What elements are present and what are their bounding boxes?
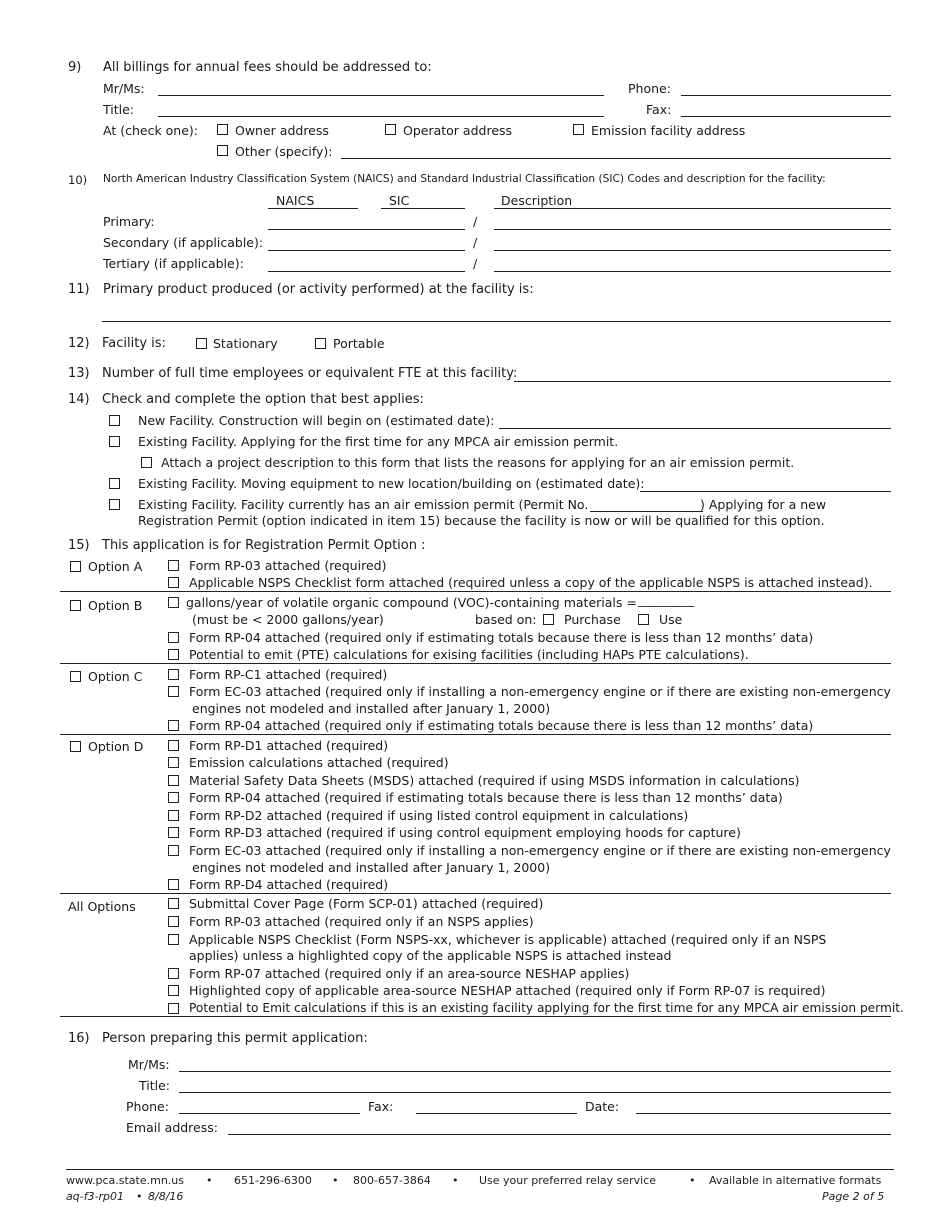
existing-permit-label-cont: ) Applying for a new — [700, 497, 827, 512]
all-neshap-checkbox[interactable] — [168, 985, 179, 996]
owner-address-label: Owner address — [235, 123, 329, 138]
section-11-number: 11) — [68, 282, 90, 297]
existing-permit-checkbox[interactable] — [109, 499, 120, 510]
operator-address-label: Operator address — [403, 123, 513, 138]
section-14-number: 14) — [68, 392, 90, 407]
option-d-ec03-label: Form EC-03 attached (required only if installing a non-emergency engine or if there are existing non-emergency — [189, 843, 891, 858]
option-d-ec03-label-line2: engines not modeled and installed after January 1, 2000) — [192, 860, 551, 875]
section-10-heading: North American Industry Classification System (NAICS) and Standard Industrial Classification (SIC) Codes and description for the facility: — [103, 173, 826, 185]
use-checkbox[interactable] — [638, 614, 649, 625]
option-b-checkbox[interactable] — [70, 600, 81, 611]
preparer-phone-field[interactable] — [179, 1113, 360, 1114]
option-d-rpd4-checkbox[interactable] — [168, 879, 179, 890]
footer-date: 8/8/16 — [148, 1190, 184, 1203]
preparer-title-field[interactable] — [179, 1092, 891, 1093]
stationary-label: Stationary — [213, 336, 278, 351]
portable-checkbox[interactable] — [315, 338, 326, 349]
other-address-checkbox[interactable] — [217, 145, 228, 156]
other-address-field[interactable] — [341, 158, 891, 159]
option-d-rpd1-checkbox[interactable] — [168, 740, 179, 751]
footer-page-number: Page 2 of 5 — [822, 1190, 885, 1203]
project-description-label: Attach a project description to this form that lists the reasons for applying for an air emission permit. — [161, 455, 795, 470]
section-11-heading: Primary product produced (or activity performed) at the facility is: — [103, 282, 534, 297]
stationary-checkbox[interactable] — [196, 338, 207, 349]
footer-relay: Use your preferred relay service — [479, 1174, 657, 1187]
option-d-rpd2-checkbox[interactable] — [168, 810, 179, 821]
option-b-label: Option B — [88, 598, 143, 613]
sic-header-rule — [381, 208, 465, 209]
option-b-pte-label: Potential to emit (PTE) calculations for exising facilities (including HAPs PTE calculations). — [189, 647, 749, 662]
all-scp01-label: Submittal Cover Page (Form SCP-01) attached (required) — [189, 896, 544, 911]
sic-column-header: SIC — [389, 193, 410, 208]
secondary-slash: / — [473, 235, 478, 250]
all-options-label: All Options — [68, 899, 136, 914]
other-address-label: Other (specify): — [235, 144, 333, 159]
option-d-ec03-checkbox[interactable] — [168, 845, 179, 856]
option-a-nsps-label: Applicable NSPS Checklist form attached (required unless a copy of the applicable NSPS is attached instead). — [189, 575, 873, 590]
tertiary-code-label: Tertiary (if applicable): — [103, 256, 244, 271]
new-facility-label: New Facility. Construction will begin on (estimated date): — [138, 413, 495, 428]
new-facility-date-field[interactable] — [499, 428, 891, 429]
purchase-label: Purchase — [564, 612, 621, 627]
option-d-rp04-label: Form RP-04 attached (required if estimating totals because there is less than 12 months’ data) — [189, 790, 783, 805]
all-pte-label: Potential to Emit calculations if this is an existing facility applying for the first time for any MPCA air emission permit. — [189, 1001, 904, 1015]
section-9-heading: All billings for annual fees should be addressed to: — [103, 60, 432, 75]
option-b-voc-checkbox[interactable] — [168, 597, 179, 608]
secondary-code-field[interactable] — [268, 250, 465, 251]
footer-bullet: • — [332, 1174, 339, 1187]
portable-label: Portable — [333, 336, 385, 351]
facility-is-label: Facility is: — [102, 336, 166, 351]
option-b-based-on-label: based on: — [475, 612, 537, 627]
all-pte-checkbox[interactable] — [168, 1003, 179, 1014]
operator-address-checkbox[interactable] — [385, 124, 396, 135]
option-c-rp04-label: Form RP-04 attached (required only if estimating totals because there is less than 12 months’ data) — [189, 718, 814, 733]
option-b-divider — [60, 663, 891, 664]
primary-product-field[interactable] — [102, 321, 891, 322]
existing-permit-label-line2: Registration Permit (option indicated in item 15) because the facility is now or will be qualified for this option. — [138, 513, 825, 528]
option-c-ec03-checkbox[interactable] — [168, 686, 179, 697]
option-a-nsps-checkbox[interactable] — [168, 577, 179, 588]
existing-first-time-label: Existing Facility. Applying for the first time for any MPCA air emission permit. — [138, 434, 619, 449]
primary-code-field[interactable] — [268, 229, 465, 230]
tertiary-slash: / — [473, 256, 478, 271]
emission-facility-address-checkbox[interactable] — [573, 124, 584, 135]
option-a-label: Option A — [88, 559, 143, 574]
option-d-emission-calc-label: Emission calculations attached (required) — [189, 755, 449, 770]
preparer-name-field[interactable] — [179, 1071, 891, 1072]
use-label: Use — [659, 612, 683, 627]
all-rp03-checkbox[interactable] — [168, 916, 179, 927]
footer-phone-1: 651-296-6300 — [234, 1174, 312, 1187]
option-b-rp04-label: Form RP-04 attached (required only if estimating totals because there is less than 12 months’ data) — [189, 630, 814, 645]
section-16-heading: Person preparing this permit application: — [102, 1031, 368, 1046]
footer-bullet: • — [206, 1174, 213, 1187]
option-c-ec03-label-line2: engines not modeled and installed after January 1, 2000) — [192, 701, 551, 716]
billing-fax-label: Fax: — [646, 102, 672, 117]
billing-title-field[interactable] — [158, 116, 604, 117]
footer-bullet: • — [452, 1174, 459, 1187]
naics-column-header: NAICS — [276, 193, 315, 208]
moving-equipment-checkbox[interactable] — [109, 478, 120, 489]
primary-slash: / — [473, 214, 478, 229]
secondary-code-label: Secondary (if applicable): — [103, 235, 264, 250]
description-header-rule — [494, 208, 891, 209]
section-9-number: 9) — [68, 60, 82, 75]
employees-field[interactable] — [514, 381, 891, 382]
option-b-rp04-checkbox[interactable] — [168, 632, 179, 643]
section-16-number: 16) — [68, 1031, 90, 1046]
option-d-rpd2-label: Form RP-D2 attached (required if using listed control equipment in calculations) — [189, 808, 689, 823]
preparer-date-field[interactable] — [636, 1113, 891, 1114]
option-c-rpc1-checkbox[interactable] — [168, 669, 179, 680]
permit-number-field[interactable] — [590, 511, 703, 512]
all-rp07-label: Form RP-07 attached (required only if an area-source NESHAP applies) — [189, 966, 630, 981]
billing-fax-field[interactable] — [681, 116, 891, 117]
preparer-name-label: Mr/Ms: — [128, 1057, 170, 1072]
option-b-voc-value[interactable]: _________ — [638, 592, 695, 607]
tertiary-code-field[interactable] — [268, 271, 465, 272]
existing-permit-label: Existing Facility. Facility currently has an air emission permit (Permit No. — [138, 497, 589, 512]
option-d-msds-checkbox[interactable] — [168, 775, 179, 786]
option-b-limit-note: (must be < 2000 gallons/year) — [192, 612, 384, 627]
all-nsps-checkbox[interactable] — [168, 934, 179, 945]
billing-name-label: Mr/Ms: — [103, 81, 145, 96]
naics-header-rule — [268, 208, 358, 209]
section-10-number: 10) — [68, 173, 88, 187]
option-b-voc-label: gallons/year of volatile organic compound (VOC)-containing materials = — [186, 595, 637, 610]
billing-title-label: Title: — [103, 102, 134, 117]
option-d-checkbox[interactable] — [70, 741, 81, 752]
purchase-checkbox[interactable] — [543, 614, 554, 625]
secondary-description-field[interactable] — [494, 250, 891, 251]
all-rp07-checkbox[interactable] — [168, 968, 179, 979]
option-c-divider — [60, 734, 891, 735]
section-12-number: 12) — [68, 336, 90, 351]
employees-label: Number of full time employees or equivalent FTE at this facility: — [102, 366, 518, 381]
preparer-email-field[interactable] — [228, 1134, 891, 1135]
preparer-title-label: Title: — [139, 1078, 170, 1093]
description-column-header: Description — [501, 193, 573, 208]
section-15-heading: This application is for Registration Permit Option : — [102, 538, 426, 553]
moving-equipment-label: Existing Facility. Moving equipment to new location/building on (estimated date): — [138, 476, 645, 491]
footer-url[interactable]: www.pca.state.mn.us — [66, 1174, 184, 1187]
billing-name-field[interactable] — [158, 95, 604, 96]
emission-facility-address-label: Emission facility address — [591, 123, 746, 138]
moving-equipment-date-field[interactable] — [640, 491, 891, 492]
option-a-checkbox[interactable] — [70, 561, 81, 572]
option-d-label: Option D — [88, 739, 144, 754]
billing-at-label: At (check one): — [103, 123, 199, 138]
billing-phone-field[interactable] — [681, 95, 891, 96]
all-scp01-checkbox[interactable] — [168, 898, 179, 909]
footer-bullet: • — [136, 1190, 143, 1203]
option-d-emission-calc-checkbox[interactable] — [168, 757, 179, 768]
preparer-fax-field[interactable] — [416, 1113, 577, 1114]
primary-description-field[interactable] — [494, 229, 891, 230]
option-b-pte-checkbox[interactable] — [168, 649, 179, 660]
footer-divider — [66, 1169, 894, 1170]
option-c-checkbox[interactable] — [70, 671, 81, 682]
option-d-rpd3-label: Form RP-D3 attached (required if using control equipment employing hoods for capture) — [189, 825, 741, 840]
tertiary-description-field[interactable] — [494, 271, 891, 272]
option-c-label: Option C — [88, 669, 143, 684]
option-a-rp03-checkbox[interactable] — [168, 560, 179, 571]
option-c-rp04-checkbox[interactable] — [168, 720, 179, 731]
preparer-email-label: Email address: — [126, 1120, 218, 1135]
footer-formats: Available in alternative formats — [709, 1174, 882, 1187]
primary-code-label: Primary: — [103, 214, 155, 229]
preparer-phone-label: Phone: — [126, 1099, 169, 1114]
preparer-date-label: Date: — [585, 1099, 620, 1114]
section-13-number: 13) — [68, 366, 90, 381]
option-d-rpd3-checkbox[interactable] — [168, 827, 179, 838]
preparer-fax-label: Fax: — [368, 1099, 394, 1114]
all-options-divider — [60, 1016, 891, 1017]
section-15-number: 15) — [68, 538, 90, 553]
option-a-divider — [60, 591, 891, 592]
owner-address-checkbox[interactable] — [217, 124, 228, 135]
option-c-ec03-label: Form EC-03 attached (required only if installing a non-emergency engine or if there are existing non-emergency — [189, 684, 891, 699]
option-d-msds-label: Material Safety Data Sheets (MSDS) attached (required if using MSDS information in calculations) — [189, 773, 800, 788]
footer-bullet: • — [689, 1174, 696, 1187]
existing-first-time-checkbox[interactable] — [109, 436, 120, 447]
all-nsps-label-line2: applies) unless a highlighted copy of the applicable NSPS is attached instead — [189, 948, 672, 963]
footer-phone-2: 800-657-3864 — [353, 1174, 431, 1187]
option-c-rpc1-label: Form RP-C1 attached (required) — [189, 667, 388, 682]
option-d-rp04-checkbox[interactable] — [168, 792, 179, 803]
section-14-heading: Check and complete the option that best applies: — [102, 392, 424, 407]
billing-phone-label: Phone: — [628, 81, 671, 96]
all-rp03-label: Form RP-03 attached (required only if an NSPS applies) — [189, 914, 534, 929]
footer-doc-id: aq-f3-rp01 — [66, 1190, 125, 1203]
option-d-rpd4-label: Form RP-D4 attached (required) — [189, 877, 389, 892]
option-d-rpd1-label: Form RP-D1 attached (required) — [189, 738, 389, 753]
project-description-checkbox[interactable] — [141, 457, 152, 468]
option-d-divider — [60, 893, 891, 894]
all-neshap-label: Highlighted copy of applicable area-source NESHAP attached (required only if Form RP-07 is required) — [189, 983, 826, 998]
new-facility-checkbox[interactable] — [109, 415, 120, 426]
all-nsps-label: Applicable NSPS Checklist (Form NSPS-xx, whichever is applicable) attached (required only if an NSPS — [189, 932, 827, 947]
option-a-rp03-label: Form RP-03 attached (required) — [189, 558, 387, 573]
